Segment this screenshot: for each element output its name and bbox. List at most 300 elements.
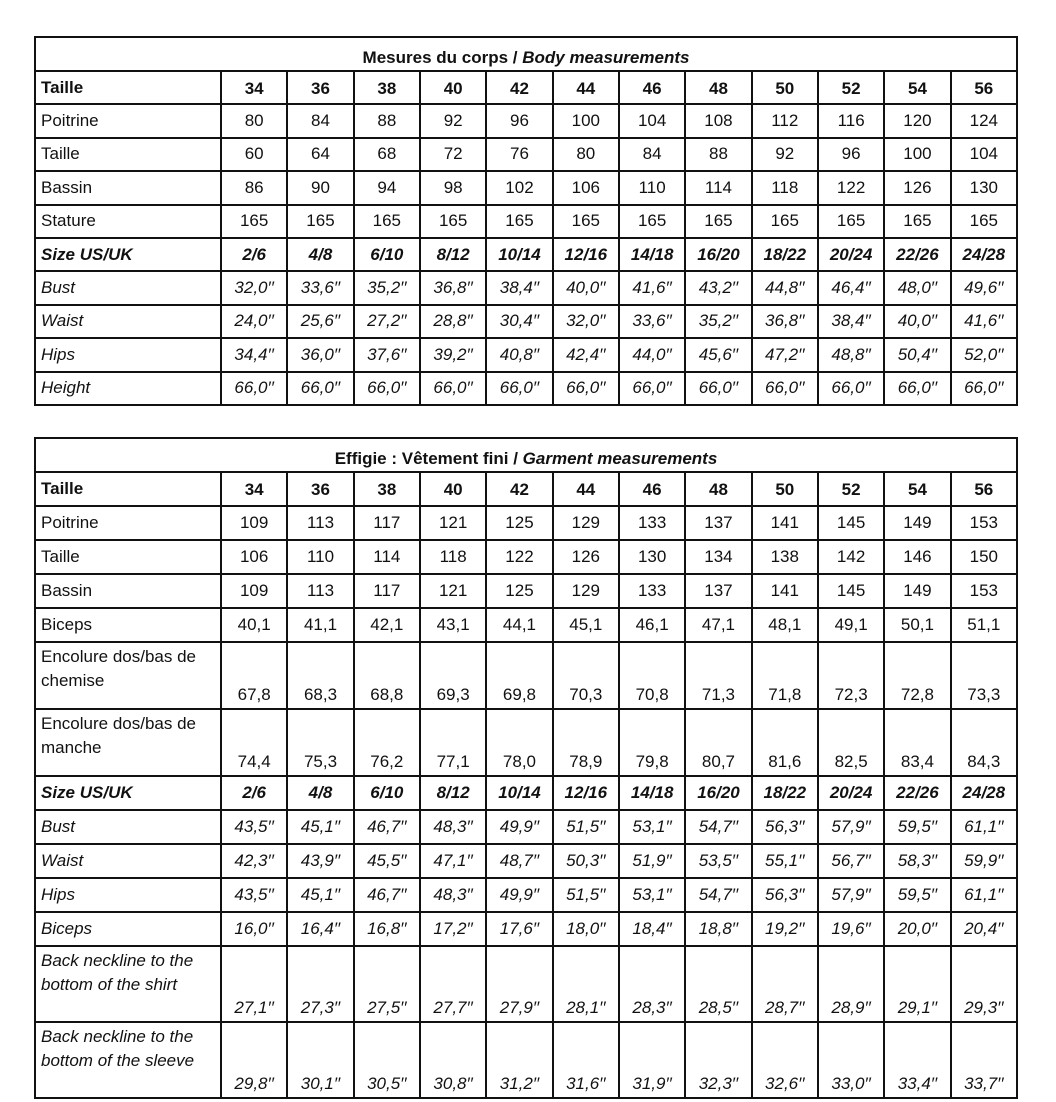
table-cell: 32,0′′	[221, 271, 287, 304]
table-cell: 31,2′′	[486, 1022, 552, 1098]
table-cell: 66,0′′	[685, 372, 751, 405]
table-cell: 165	[420, 205, 486, 238]
table-cell: 165	[553, 205, 619, 238]
table-cell: 69,8	[486, 642, 552, 709]
size-header-cell: 50	[752, 472, 818, 506]
table-cell: 70,8	[619, 642, 685, 709]
table-cell: 59,5′′	[884, 810, 950, 844]
table-cell: 48,0′′	[884, 271, 950, 304]
table-cell: 43,9′′	[287, 844, 353, 878]
table-cell: 75,3	[287, 709, 353, 776]
size-header-cell: 44	[553, 472, 619, 506]
table-cell: 59,9′′	[951, 844, 1017, 878]
table-cell: 150	[951, 540, 1017, 574]
table-cell: 47,1	[685, 608, 751, 642]
table-cell: 20/24	[818, 238, 884, 271]
size-header-cell: 54	[884, 71, 950, 104]
table-cell: 96	[818, 138, 884, 171]
table-cell: 126	[884, 171, 950, 204]
table-cell: 33,0′′	[818, 1022, 884, 1098]
table-cell: 106	[221, 540, 287, 574]
table-cell: 141	[752, 506, 818, 540]
table-cell: 54,7′′	[685, 878, 751, 912]
table-cell: 51,9′′	[619, 844, 685, 878]
table-cell: 109	[221, 506, 287, 540]
row-label: Waist	[35, 844, 221, 878]
row-label: Taille	[35, 138, 221, 171]
size-header-cell: 46	[619, 472, 685, 506]
row-label: Poitrine	[35, 104, 221, 137]
size-header-cell: 40	[420, 71, 486, 104]
table-cell: 56,3′′	[752, 810, 818, 844]
table-cell: 106	[553, 171, 619, 204]
table-cell: 88	[685, 138, 751, 171]
row-label: Biceps	[35, 608, 221, 642]
table-cell: 76	[486, 138, 552, 171]
table-cell: 72,3	[818, 642, 884, 709]
size-header-cell: 52	[818, 472, 884, 506]
size-header-cell: 48	[685, 472, 751, 506]
row-label: Bassin	[35, 574, 221, 608]
table-cell: 14/18	[619, 238, 685, 271]
table-cell: 40,8′′	[486, 338, 552, 371]
table-cell: 28,1′′	[553, 946, 619, 1022]
table-row	[35, 271, 1017, 304]
table-cell: 110	[287, 540, 353, 574]
size-header-cell: 34	[221, 472, 287, 506]
table-cell: 98	[420, 171, 486, 204]
table-cell: 153	[951, 506, 1017, 540]
table-cell: 51,1	[951, 608, 1017, 642]
table-cell: 96	[486, 104, 552, 137]
table-cell: 165	[685, 205, 751, 238]
table-cell: 125	[486, 574, 552, 608]
table-cell: 49,9′′	[486, 810, 552, 844]
table-cell: 2/6	[221, 238, 287, 271]
row-label: Back neckline to the bottom of the sleeve	[35, 1022, 221, 1098]
row-label: Taille	[35, 472, 221, 506]
table-row	[35, 810, 1017, 844]
table-cell: 19,6′′	[818, 912, 884, 946]
table-cell: 19,2′′	[752, 912, 818, 946]
table-cell: 108	[685, 104, 751, 137]
table-cell: 79,8	[619, 709, 685, 776]
table-cell: 146	[884, 540, 950, 574]
table-cell: 20/24	[818, 776, 884, 810]
table-cell: 24/28	[951, 238, 1017, 271]
table-cell: 118	[752, 171, 818, 204]
table-row	[35, 878, 1017, 912]
size-header-cell: 34	[221, 71, 287, 104]
row-label: Height	[35, 372, 221, 405]
table-cell: 27,3′′	[287, 946, 353, 1022]
row-label: Hips	[35, 338, 221, 371]
table-cell: 165	[951, 205, 1017, 238]
table-cell: 41,1	[287, 608, 353, 642]
table-cell: 29,8′′	[221, 1022, 287, 1098]
table-cell: 84	[287, 104, 353, 137]
table-cell: 78,9	[553, 709, 619, 776]
table-cell: 44,8′′	[752, 271, 818, 304]
table-cell: 42,3′′	[221, 844, 287, 878]
garment-table-title	[35, 438, 1017, 472]
table-cell: 88	[354, 104, 420, 137]
row-label: Size US/UK	[35, 776, 221, 810]
table-cell: 18,8′′	[685, 912, 751, 946]
table-cell: 24,0′′	[221, 305, 287, 338]
table-row	[35, 642, 1017, 709]
table-cell: 22/26	[884, 238, 950, 271]
table-cell: 104	[951, 138, 1017, 171]
table-cell: 133	[619, 506, 685, 540]
table-cell: 165	[221, 205, 287, 238]
size-header-cell: 40	[420, 472, 486, 506]
size-header-cell: 56	[951, 472, 1017, 506]
table-cell: 92	[420, 104, 486, 137]
table-row	[35, 540, 1017, 574]
table-cell: 71,8	[752, 642, 818, 709]
table-cell: 31,6′′	[553, 1022, 619, 1098]
row-label: Poitrine	[35, 506, 221, 540]
table-cell: 124	[951, 104, 1017, 137]
table-cell: 66,0′′	[752, 372, 818, 405]
table-cell: 90	[287, 171, 353, 204]
table-cell: 29,1′′	[884, 946, 950, 1022]
table-cell: 33,7′′	[951, 1022, 1017, 1098]
row-label: Bust	[35, 271, 221, 304]
table-cell: 32,6′′	[752, 1022, 818, 1098]
size-header-cell: 36	[287, 472, 353, 506]
table-row	[35, 171, 1017, 204]
size-header-cell: 56	[951, 71, 1017, 104]
table-cell: 31,9′′	[619, 1022, 685, 1098]
garment-title-en: Garment measurements	[522, 449, 718, 468]
table-cell: 165	[752, 205, 818, 238]
table-cell: 8/12	[420, 238, 486, 271]
row-label: Biceps	[35, 912, 221, 946]
table-cell: 10/14	[486, 238, 552, 271]
table-cell: 36,0′′	[287, 338, 353, 371]
table-cell: 145	[818, 574, 884, 608]
row-label: Bust	[35, 810, 221, 844]
table-cell: 72	[420, 138, 486, 171]
table-cell: 28,3′′	[619, 946, 685, 1022]
table-cell: 141	[752, 574, 818, 608]
table-cell: 121	[420, 574, 486, 608]
table-row	[35, 776, 1017, 810]
table-cell: 33,6′′	[287, 271, 353, 304]
table-cell: 47,1′′	[420, 844, 486, 878]
row-label: Hips	[35, 878, 221, 912]
table-cell: 50,3′′	[553, 844, 619, 878]
table-cell: 48,1	[752, 608, 818, 642]
table-cell: 138	[752, 540, 818, 574]
table-cell: 116	[818, 104, 884, 137]
table-row	[35, 104, 1017, 137]
table-cell: 18,4′′	[619, 912, 685, 946]
table-cell: 165	[287, 205, 353, 238]
table-cell: 56,7′′	[818, 844, 884, 878]
row-label: Taille	[35, 71, 221, 104]
table-cell: 44,1	[486, 608, 552, 642]
table-cell: 66,0′′	[221, 372, 287, 405]
size-header-cell: 48	[685, 71, 751, 104]
table-cell: 45,1′′	[287, 878, 353, 912]
table-cell: 66,0′′	[287, 372, 353, 405]
table-cell: 125	[486, 506, 552, 540]
table-cell: 32,3′′	[685, 1022, 751, 1098]
row-label: Taille	[35, 540, 221, 574]
table-row	[35, 574, 1017, 608]
table-cell: 14/18	[619, 776, 685, 810]
table-cell: 113	[287, 574, 353, 608]
table-cell: 69,3	[420, 642, 486, 709]
table-cell: 16,0′′	[221, 912, 287, 946]
table-cell: 118	[420, 540, 486, 574]
table-cell: 94	[354, 171, 420, 204]
table-cell: 100	[884, 138, 950, 171]
table-cell: 76,2	[354, 709, 420, 776]
table-cell: 66,0′′	[354, 372, 420, 405]
table-cell: 53,1′′	[619, 878, 685, 912]
table-cell: 66,0′′	[818, 372, 884, 405]
table-cell: 55,1′′	[752, 844, 818, 878]
table-row	[35, 844, 1017, 878]
table-cell: 27,5′′	[354, 946, 420, 1022]
table-cell: 81,6	[752, 709, 818, 776]
table-cell: 129	[553, 574, 619, 608]
table-cell: 46,7′′	[354, 878, 420, 912]
table-cell: 66,0′′	[619, 372, 685, 405]
table-cell: 165	[818, 205, 884, 238]
table-cell: 117	[354, 506, 420, 540]
row-label: Encolure dos/bas de chemise	[35, 642, 221, 709]
size-header-cell: 42	[486, 71, 552, 104]
table-cell: 134	[685, 540, 751, 574]
table-cell: 83,4	[884, 709, 950, 776]
table-cell: 61,1′′	[951, 878, 1017, 912]
table-cell: 33,4′′	[884, 1022, 950, 1098]
table-cell: 38,4′′	[486, 271, 552, 304]
row-label: Stature	[35, 205, 221, 238]
table-cell: 44,0′′	[619, 338, 685, 371]
table-cell: 2/6	[221, 776, 287, 810]
table-cell: 16/20	[685, 238, 751, 271]
table-cell: 70,3	[553, 642, 619, 709]
size-header-cell: 50	[752, 71, 818, 104]
table-row	[35, 946, 1017, 1022]
table-cell: 149	[884, 574, 950, 608]
table-cell: 130	[951, 171, 1017, 204]
table-cell: 78,0	[486, 709, 552, 776]
table-cell: 57,9′′	[818, 878, 884, 912]
table-cell: 80	[221, 104, 287, 137]
table-cell: 8/12	[420, 776, 486, 810]
table-cell: 51,5′′	[553, 878, 619, 912]
table-cell: 46,7′′	[354, 810, 420, 844]
table-cell: 47,2′′	[752, 338, 818, 371]
table-cell: 100	[553, 104, 619, 137]
table-cell: 53,1′′	[619, 810, 685, 844]
table-cell: 133	[619, 574, 685, 608]
table-cell: 82,5	[818, 709, 884, 776]
table-cell: 137	[685, 574, 751, 608]
table-cell: 49,9′′	[486, 878, 552, 912]
table-cell: 45,6′′	[685, 338, 751, 371]
table-cell: 42,1	[354, 608, 420, 642]
table-cell: 102	[486, 171, 552, 204]
table-cell: 48,3′′	[420, 810, 486, 844]
table-cell: 110	[619, 171, 685, 204]
table-cell: 49,6′′	[951, 271, 1017, 304]
table-cell: 122	[486, 540, 552, 574]
table-row	[35, 1022, 1017, 1098]
garment-title-fr: Effigie : Vêtement fini /	[334, 449, 523, 468]
table-cell: 165	[619, 205, 685, 238]
table-cell: 45,1	[553, 608, 619, 642]
size-header-cell: 42	[486, 472, 552, 506]
table-cell: 30,1′′	[287, 1022, 353, 1098]
table-cell: 43,5′′	[221, 810, 287, 844]
table-cell: 22/26	[884, 776, 950, 810]
table-cell: 43,1	[420, 608, 486, 642]
table-cell: 60	[221, 138, 287, 171]
table-cell: 29,3′′	[951, 946, 1017, 1022]
body-title-fr: Mesures du corps /	[362, 48, 523, 67]
table-cell: 6/10	[354, 238, 420, 271]
table-cell: 71,3	[685, 642, 751, 709]
table-cell: 64	[287, 138, 353, 171]
table-cell: 122	[818, 171, 884, 204]
size-header-cell: 46	[619, 71, 685, 104]
table-cell: 30,5′′	[354, 1022, 420, 1098]
table-row	[35, 709, 1017, 776]
table-cell: 84	[619, 138, 685, 171]
table-cell: 36,8′′	[752, 305, 818, 338]
row-label: Back neckline to the bottom of the shirt	[35, 946, 221, 1022]
table-cell: 30,4′′	[486, 305, 552, 338]
table-row	[35, 205, 1017, 238]
table-cell: 68	[354, 138, 420, 171]
table-cell: 50,1	[884, 608, 950, 642]
table-cell: 12/16	[553, 776, 619, 810]
table-cell: 4/8	[287, 776, 353, 810]
table-cell: 68,8	[354, 642, 420, 709]
table-cell: 27,7′′	[420, 946, 486, 1022]
table-cell: 84,3	[951, 709, 1017, 776]
table-cell: 17,6′′	[486, 912, 552, 946]
body-measurements-table	[34, 36, 1018, 406]
table-cell: 86	[221, 171, 287, 204]
table-cell: 43,2′′	[685, 271, 751, 304]
size-header-cell: 38	[354, 71, 420, 104]
table-cell: 27,9′′	[486, 946, 552, 1022]
table-row	[35, 372, 1017, 405]
table-cell: 39,2′′	[420, 338, 486, 371]
table-cell: 54,7′′	[685, 810, 751, 844]
table-cell: 80,7	[685, 709, 751, 776]
table-cell: 165	[486, 205, 552, 238]
table-cell: 61,1′′	[951, 810, 1017, 844]
table-cell: 112	[752, 104, 818, 137]
table-cell: 27,1′′	[221, 946, 287, 1022]
table-cell: 53,5′′	[685, 844, 751, 878]
table-row	[35, 71, 1017, 104]
table-cell: 27,2′′	[354, 305, 420, 338]
table-cell: 80	[553, 138, 619, 171]
size-header-cell: 38	[354, 472, 420, 506]
table-cell: 45,5′′	[354, 844, 420, 878]
table-cell: 165	[354, 205, 420, 238]
table-cell: 109	[221, 574, 287, 608]
table-cell: 72,8	[884, 642, 950, 709]
table-cell: 129	[553, 506, 619, 540]
table-row	[35, 138, 1017, 171]
table-cell: 113	[287, 506, 353, 540]
table-cell: 165	[884, 205, 950, 238]
table-cell: 126	[553, 540, 619, 574]
table-cell: 36,8′′	[420, 271, 486, 304]
table-cell: 46,4′′	[818, 271, 884, 304]
table-cell: 20,4′′	[951, 912, 1017, 946]
table-cell: 58,3′′	[884, 844, 950, 878]
table-cell: 77,1	[420, 709, 486, 776]
table-row	[35, 472, 1017, 506]
table-cell: 12/16	[553, 238, 619, 271]
table-row	[35, 608, 1017, 642]
table-cell: 40,1	[221, 608, 287, 642]
table-row	[35, 305, 1017, 338]
body-title-en: Body measurements	[522, 48, 690, 67]
table-cell: 28,8′′	[420, 305, 486, 338]
table-cell: 28,5′′	[685, 946, 751, 1022]
table-cell: 51,5′′	[553, 810, 619, 844]
table-cell: 18,0′′	[553, 912, 619, 946]
table-cell: 149	[884, 506, 950, 540]
table-cell: 45,1′′	[287, 810, 353, 844]
table-cell: 20,0′′	[884, 912, 950, 946]
table-cell: 121	[420, 506, 486, 540]
table-cell: 56,3′′	[752, 878, 818, 912]
table-cell: 4/8	[287, 238, 353, 271]
table-cell: 43,5′′	[221, 878, 287, 912]
table-row	[35, 238, 1017, 271]
table-cell: 114	[685, 171, 751, 204]
table-cell: 67,8	[221, 642, 287, 709]
table-cell: 48,8′′	[818, 338, 884, 371]
table-cell: 18/22	[752, 238, 818, 271]
table-cell: 6/10	[354, 776, 420, 810]
table-cell: 17,2′′	[420, 912, 486, 946]
table-cell: 40,0′′	[884, 305, 950, 338]
table-cell: 10/14	[486, 776, 552, 810]
table-cell: 137	[685, 506, 751, 540]
row-label: Encolure dos/bas de manche	[35, 709, 221, 776]
table-cell: 32,0′′	[553, 305, 619, 338]
table-cell: 49,1	[818, 608, 884, 642]
table-cell: 57,9′′	[818, 810, 884, 844]
garment-measurements-table	[34, 437, 1018, 1099]
table-cell: 120	[884, 104, 950, 137]
table-cell: 35,2′′	[354, 271, 420, 304]
table-row	[35, 912, 1017, 946]
table-cell: 40,0′′	[553, 271, 619, 304]
table-cell: 48,7′′	[486, 844, 552, 878]
table-cell: 117	[354, 574, 420, 608]
table-cell: 66,0′′	[553, 372, 619, 405]
table-cell: 37,6′′	[354, 338, 420, 371]
table-cell: 114	[354, 540, 420, 574]
